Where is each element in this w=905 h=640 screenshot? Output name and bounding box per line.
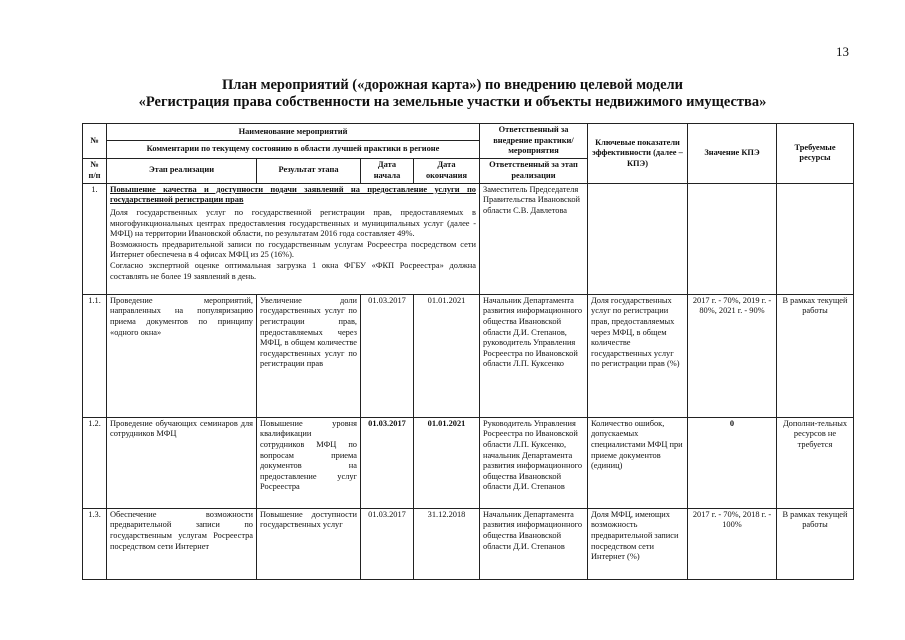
- header-row-1: [83, 124, 854, 141]
- section-kpi-value: [688, 183, 777, 294]
- header-result: Результат этапа: [257, 158, 361, 183]
- header-kpi: Ключевые показатели эффективности (далее – КПЭ): [588, 124, 688, 184]
- section-paragraph-1: Доля государственных услуг по государственной регистрации прав, предоставляемых в многофункциональных центрах предоставления государственных и муниципальных услуг (далее - МФЦ) на территории Ивановской области, по результатам 2016 года составляет 49%.: [110, 207, 476, 239]
- roadmap-table: [82, 123, 854, 580]
- row-responsible: Руководитель Управления Росреестра по Ивановской области Л.П. Куксенко, начальник Департамента развития информационного общества Ивановской области Д.И. Степанов: [480, 417, 588, 508]
- header-stage: Этап реализации: [107, 158, 257, 183]
- row-responsible: Начальник Департамента развития информационного общества Ивановской области Д.И. Степанов, руководитель Управления Росреестра по Ивановской области Л.П. Куксенко: [480, 294, 588, 417]
- header-date-end: Дата окончания: [414, 158, 480, 183]
- row-date-start: 01.03.2017: [361, 417, 414, 508]
- section-paragraph-3: Согласно экспертной оценке оптимальная загрузка 1 окна ФГБУ «ФКП Росреестра» должна составлять не более 19 заявлений в день.: [110, 260, 476, 281]
- row-date-end: 31.12.2018: [414, 508, 480, 579]
- row-stage: Обеспечение возможности предварительной записи по государственным услугам Росреестра посредством сети Интернет: [107, 508, 257, 579]
- row-resources: В рамках текущей работы: [777, 294, 854, 417]
- row-responsible: Начальник Департамента развития информационного общества Ивановской области Д.И. Степанов: [480, 508, 588, 579]
- row-date-start: 01.03.2017: [361, 294, 414, 417]
- row-date-end: 01.01.2021: [414, 417, 480, 508]
- header-date-start: Дата начала: [361, 158, 414, 183]
- row-kpi-value: 2017 г. - 70%, 2018 г. - 100%: [688, 508, 777, 579]
- row-kpi: Доля МФЦ, имеющих возможность предварительной записи посредством сети Интернет (%): [588, 508, 688, 579]
- table-row: [83, 508, 854, 579]
- row-resources: Дополни-тельных ресурсов не требуется: [777, 417, 854, 508]
- row-kpi: Количество ошибок, допускаемых специалистами МФЦ при приеме документов (единиц): [588, 417, 688, 508]
- header-num-pp: № п/п: [83, 158, 107, 183]
- row-kpi-value: 0: [688, 417, 777, 508]
- row-kpi-value: 2017 г. - 70%, 2019 г. - 80%, 2021 г. - 90%: [688, 294, 777, 417]
- document-title-line-2: «Регистрация права собственности на земельные участки и объекты недвижимого имущества»: [138, 94, 767, 110]
- row-num: 1.2.: [83, 417, 107, 508]
- page-number: 13: [836, 44, 849, 59]
- section-paragraph-2: Возможность предварительной записи по государственным услугам Росреестра посредством сети Интернет обеспечена в 4 офисах МФЦ из 25 (16%).: [110, 239, 476, 260]
- header-stage-responsible: Ответственный за этап реализации: [480, 158, 588, 183]
- table-row: [83, 417, 854, 508]
- row-result: Повышение уровня квалификации сотрудников МФЦ по вопросам приема документов на предоставление услуг Росреестра: [257, 417, 361, 508]
- section-kpi: [588, 183, 688, 294]
- row-num: 1.1.: [83, 294, 107, 417]
- section-resources: [777, 183, 854, 294]
- section-num: 1.: [83, 183, 107, 294]
- header-resources: Требуемые ресурсы: [777, 124, 854, 184]
- section-title: Повышение качества и доступности подачи заявлений на предоставление услуги по государственной регистрации прав: [110, 184, 476, 205]
- document-title-line-1: План мероприятий («дорожная карта») по внедрению целевой модели: [221, 77, 684, 93]
- row-result: Увеличение доли государственных услуг по регистрации прав, предоставляемых через МФЦ, в общем количестве государственных услуг по регистрации прав: [257, 294, 361, 417]
- row-stage: Проведение мероприятий, направленных на популяризацию приема документов по принципу «одного окна»: [107, 294, 257, 417]
- header-num: №: [83, 124, 107, 159]
- section-content: [107, 183, 480, 294]
- row-date-start: 01.03.2017: [361, 508, 414, 579]
- table-row: [83, 294, 854, 417]
- row-resources: В рамках текущей работы: [777, 508, 854, 579]
- header-kpi-value: Значение КПЭ: [688, 124, 777, 184]
- header-responsible: Ответственный за внедрение практики/мероприятия: [480, 124, 588, 159]
- section-responsible: Заместитель Председателя Правительства Ивановской области С.В. Давлетова: [480, 183, 588, 294]
- header-comment: Комментарии по текущему состоянию в области лучшей практики в регионе: [107, 141, 480, 158]
- row-stage: Проведение обучающих семинаров для сотрудников МФЦ: [107, 417, 257, 508]
- row-result: Повышение доступности государственных услуг: [257, 508, 361, 579]
- header-name: Наименование мероприятий: [107, 124, 480, 141]
- row-kpi: Доля государственных услуг по регистрации прав, предоставляемых через МФЦ, в общем количестве государственных услуг по регистрации прав (%): [588, 294, 688, 417]
- section-row: [83, 183, 854, 294]
- row-date-end: 01.01.2021: [414, 294, 480, 417]
- row-num: 1.3.: [83, 508, 107, 579]
